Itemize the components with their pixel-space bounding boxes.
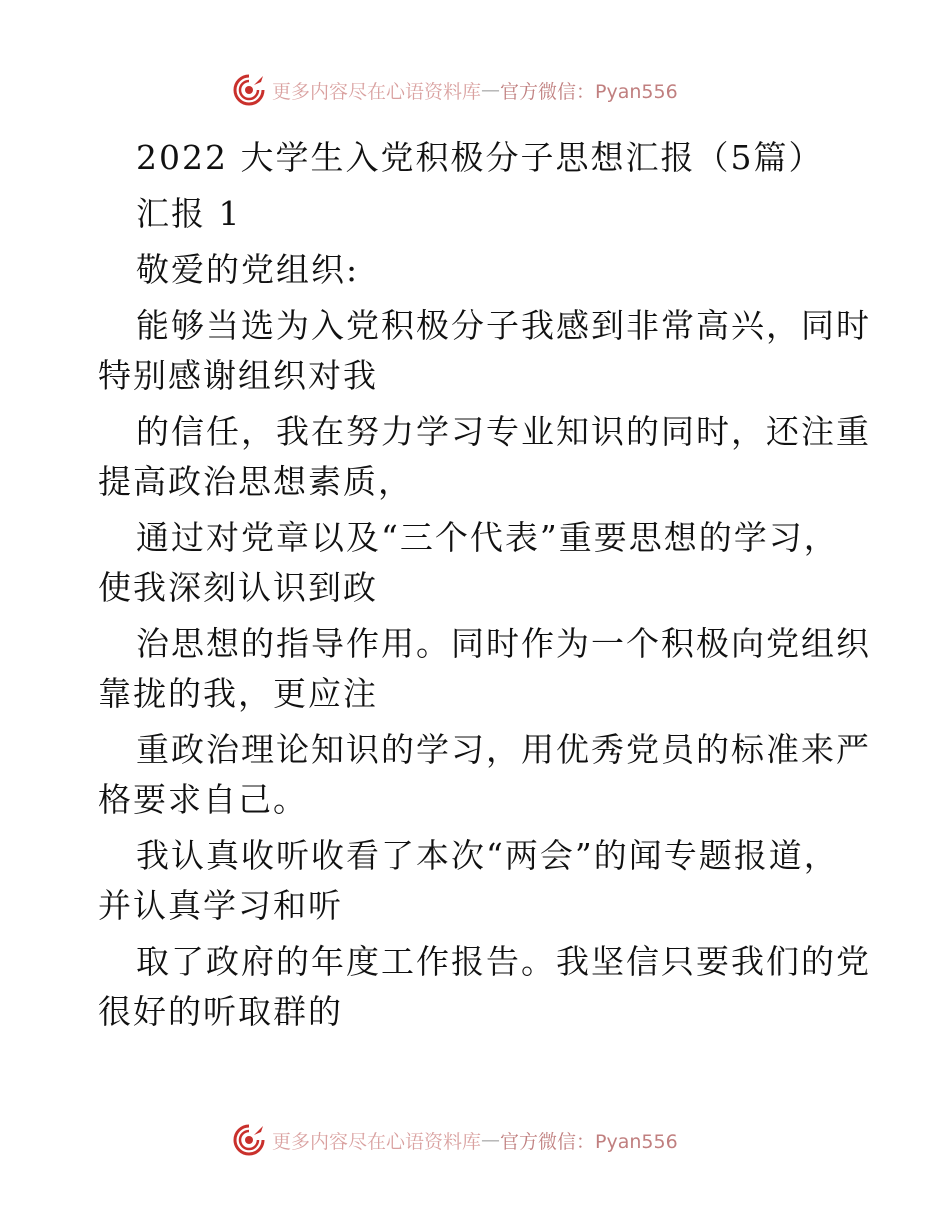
text-line: 格要求自己。 <box>98 780 308 819</box>
document-body <box>98 127 871 1037</box>
text-line: 很好的听取群的 <box>98 992 343 1031</box>
text-line: 重政治理论知识的学习，用优秀党员的标准来严 <box>136 730 871 769</box>
text-line: 敬爱的党组织: <box>136 250 360 289</box>
text-line: 能够当选为入党积极分子我感到非常高兴，同时 <box>136 306 871 345</box>
swirl-pen-logo-icon <box>232 1123 266 1157</box>
text-line: 提高政治思想素质， <box>98 462 413 501</box>
text-line: 特别感谢组织对我 <box>98 356 378 395</box>
text-line: 汇报 1 <box>136 194 242 233</box>
document-title: 2022 大学生入党积极分子思想汇报（5篇） <box>136 138 824 177</box>
text-line: 我认真收听收看了本次“两会”的闻专题报道， <box>136 836 839 875</box>
watermark-contact-text: 官方微信：Pyan556 <box>500 80 678 103</box>
text-line: 治思想的指导作用。同时作为一个积极向党组织 <box>136 624 871 663</box>
watermark-contact-text: 官方微信：Pyan556 <box>500 1130 678 1153</box>
watermark-dash: — <box>481 79 501 101</box>
text-line: 取了政府的年度工作报告。我坚信只要我们的党 <box>136 942 871 981</box>
text-line: 通过对党章以及“三个代表”重要思想的学习， <box>136 518 839 557</box>
watermark-lead-text: 更多内容尽在心语资料库 <box>272 80 482 103</box>
text-line: 的信任，我在努力学习专业知识的同时，还注重 <box>136 412 871 451</box>
watermark-lead-text: 更多内容尽在心语资料库 <box>272 1130 482 1153</box>
footer-watermark <box>232 1122 678 1158</box>
header-watermark <box>232 72 678 108</box>
text-line: 靠拢的我，更应注 <box>98 674 378 713</box>
watermark-dash: — <box>481 1129 501 1151</box>
swirl-pen-logo-icon <box>232 73 266 107</box>
text-line: 并认真学习和听 <box>98 886 343 925</box>
text-line: 使我深刻认识到政 <box>98 568 378 607</box>
